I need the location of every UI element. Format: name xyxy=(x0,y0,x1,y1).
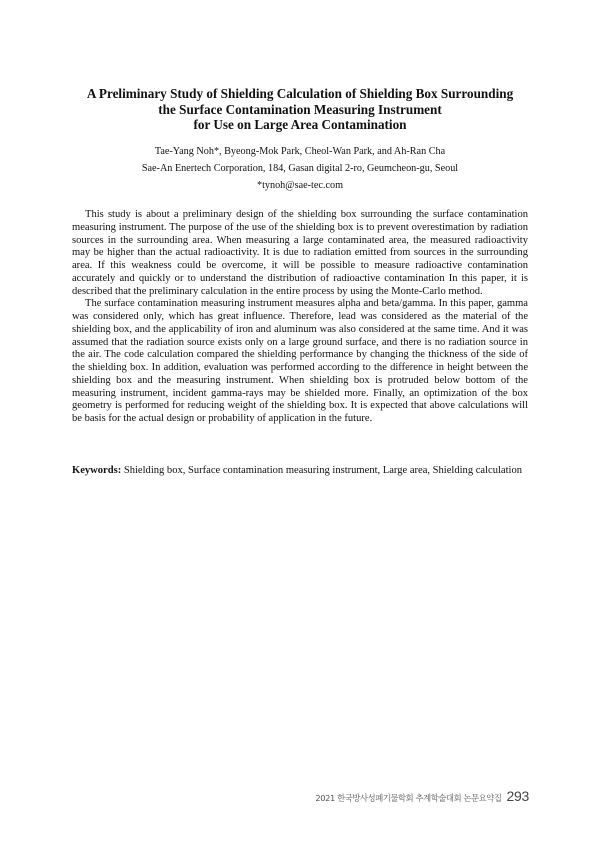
keywords-label: Keywords: xyxy=(72,465,122,476)
keywords xyxy=(72,465,528,478)
page-footer xyxy=(300,786,529,805)
abstract-paragraph-1: This study is about a preliminary design of the shielding box surrounding the surface contamination measuring instrument. The purpose of the use of the shielding box is to prevent overestimation by radiation sources in the surrounding area. When measuring a large contaminated area, the measured radioactivity may be higher than the actual radioactivity. It is due to radiation emitted from sources in the surrounding area. If this weakness could be overcome, it will be possible to measure radioactive contamination accurately and quickly or to understand the distribution of radioactive contamination In this paper, it is described that the preliminary calculation in the entire process by using the Monte-Carlo method. xyxy=(72,209,528,297)
corresponding-email: *tynoh@sae-tec.com xyxy=(256,180,344,191)
authors: Tae-Yang Noh*, Byeong-Mok Park, Cheol-Wan Park, and Ah-Ran Cha xyxy=(154,146,446,157)
proceedings-title: 2021 한국방사성폐기물학회 추계학술대회 논문요약집 xyxy=(315,793,502,803)
page-number: 293 xyxy=(506,788,529,804)
abstract xyxy=(72,209,528,426)
paper-title xyxy=(60,86,540,133)
keywords-text: Shielding box, Surface contamination measuring instrument, Large area, Shielding calculation xyxy=(123,465,522,476)
affiliation: Sae-An Enertech Corporation, 184, Gasan digital 2-ro, Geumcheon-gu, Seoul xyxy=(141,163,459,174)
title-line-2: the Surface Contamination Measuring Instrument xyxy=(158,101,442,117)
title-line-3: for Use on Large Area Contamination xyxy=(193,117,407,132)
title-line-1: A Preliminary Study of Shielding Calculation of Shielding Box Surrounding xyxy=(86,86,514,101)
abstract-paragraph-2: The surface contamination measuring instrument measures alpha and beta/gamma. In this paper, gamma was considered only, which has great influence. Therefore, lead was considered as the material of the shielding box, and the applicability of iron and aluminum was also considered at the same time. And it was assumed that the radiation source exists only on a large ground surface, and there is no radiation source in the air. The code calculation compared the shielding performance by changing the thickness of the side of the shielding box. In addition, evaluation was performed according to the difference in height between the shielding box and the measuring instrument. When shielding box is protruded below bottom of the measuring instrument, incident gamma-rays may be shielded more. Finally, an optimization of the box geometry is performed for reducing weight of the shielding box. It is expected that above calculations will be basis for the actual design or probability of application in the future. xyxy=(72,298,528,424)
